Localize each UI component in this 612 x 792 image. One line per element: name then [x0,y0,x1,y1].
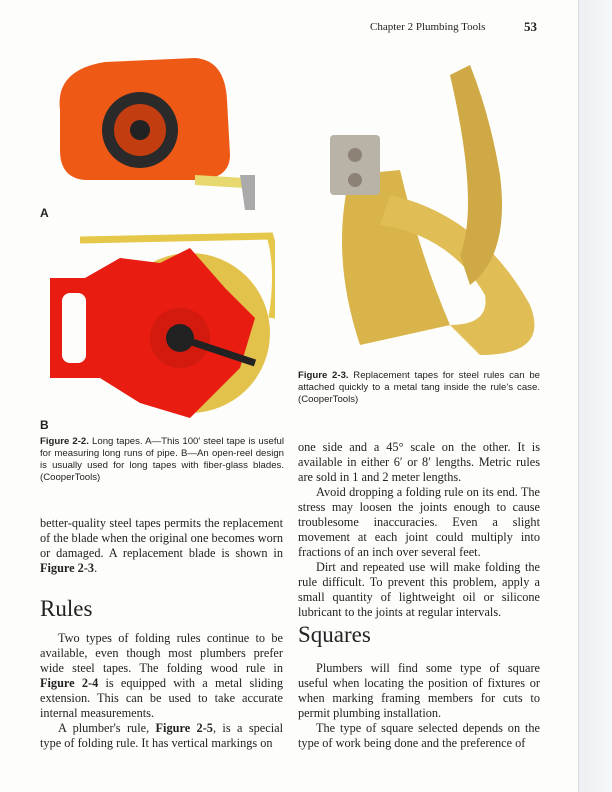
paragraph: better-quality steel tapes permits the replacement of the blade when the original one becomes worn or damaged. A replacement blade is shown in Figure 2-3. [40,516,283,575]
paragraph: Dirt and repeated use will make folding the rule difficult. To prevent this problem, apply a small quantity of lightweight oil or silicone lubricant to the joints at regular intervals. [298,560,540,619]
figure-reference: Figure 2-4 [40,676,99,690]
heading-squares: Squares [298,622,371,647]
paragraph: The type of square selected depends on the type of work being done and the preference of [298,721,540,750]
photo-open-reel-tape-b [40,228,275,418]
figure-label-b: B [40,418,49,432]
text: better-quality steel tapes permits the replacement of the blade when the original one becomes worn or damaged. A replacement blade is shown in [40,516,283,560]
caption-label: Figure 2-2. [40,436,89,447]
paragraph: Plumbers will find some type of square useful when locating the position of fixtures or when marking framing members for cuts to permit plumbing installation. [298,661,540,720]
caption-text: Long tapes. A—This 100′ steel tape is useful for measuring long runs of pipe. B—An open-reel design is usually used for long tapes with fiber-glass blades. (CooperTools) [40,436,284,483]
figure-reference: Figure 2-5 [155,721,213,735]
figure-reference: Figure 2-3 [40,561,95,575]
right-column-top [298,440,540,620]
left-column-rules [40,631,283,751]
right-column-squares [298,661,540,751]
figure-2-3-caption [298,370,540,406]
paragraph: Avoid dropping a folding rule on its end. The stress may loosen the joints enough to cause troublesome inaccuracies. Even a slight movement at each joint could multiply into fractions of an inch over several feet. [298,485,540,559]
caption-label: Figure 2-3. [298,370,349,381]
page-edge [578,0,612,792]
caption-text: Replacement tapes for steel rules can be attached quickly to a metal tang inside the rule's case. (CooperTools) [298,370,540,405]
text: Two types of folding rules continue to be available, even though most plumbers prefer wide steel tapes. The folding wood rule in [40,631,283,675]
running-header: Chapter 2 Plumbing Tools [370,21,486,33]
paragraph [40,631,283,721]
figure-2-2-caption [40,436,284,484]
photo-replacement-tape [300,55,565,365]
text: A plumber's rule, [58,721,156,735]
left-column-top [40,516,283,576]
text: , is a special type of folding rule. It has vertical markings on [40,721,283,750]
paragraph [40,721,283,751]
page-number: 53 [524,19,537,34]
figure-label-a: A [40,206,49,220]
paragraph: one side and a 45° scale on the other. It is available in either 6′ or 8′ lengths. Metric rules are sold in 1 and 2 meter lengths. [298,440,540,484]
heading-rules: Rules [40,596,93,621]
photo-steel-tape-a [45,50,285,220]
text: is equipped with a metal sliding extension. This can be used to take accurate internal measurements. [40,676,283,720]
